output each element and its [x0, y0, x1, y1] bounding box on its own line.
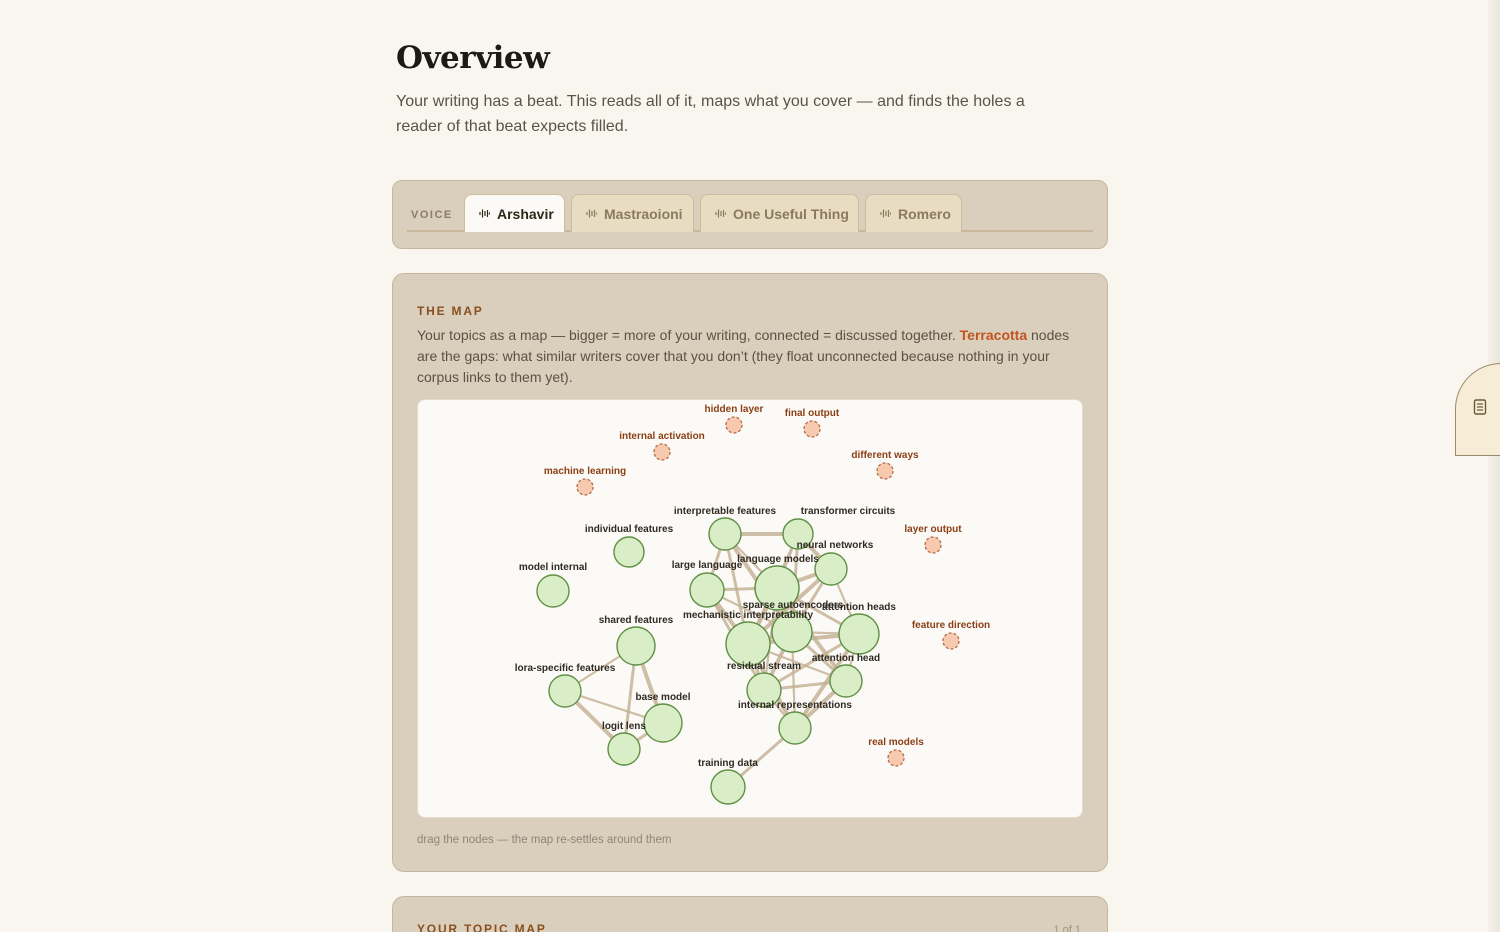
topic-node[interactable]: [839, 614, 879, 654]
gap-node-label: feature direction: [911, 620, 991, 631]
topic-node-label: training data: [697, 758, 759, 769]
topic-node[interactable]: [608, 733, 640, 765]
topic-node[interactable]: [711, 770, 745, 804]
gap-node-label: machine learning: [543, 466, 627, 477]
topic-node-label: residual stream: [727, 661, 801, 672]
tab-label: Mastraoioni: [604, 205, 683, 222]
topic-node[interactable]: [549, 675, 581, 707]
topic-node-label: language models: [737, 554, 819, 565]
tab-one-useful-thing[interactable]: [700, 194, 859, 232]
map-panel: [392, 273, 1108, 872]
topic-node[interactable]: [617, 627, 655, 665]
topic-node[interactable]: [830, 665, 862, 697]
gap-node[interactable]: [577, 479, 593, 495]
topic-node[interactable]: [690, 573, 724, 607]
topic-node-label: base model: [635, 692, 691, 703]
page-title: Overview: [396, 40, 550, 76]
waveform-icon: [880, 208, 891, 219]
topic-node[interactable]: [537, 575, 569, 607]
gap-node-label: internal activation: [619, 431, 705, 442]
page-subtitle: Your writing has a beat. This reads all of it, maps what you cover — and finds the holes a reader of that beat expects filled.: [396, 93, 1025, 135]
topic-node-label: attention heads: [822, 602, 896, 613]
gap-node-label: real models: [868, 737, 924, 748]
topic-node-label: large language: [671, 560, 743, 571]
window-edge: [1488, 0, 1500, 932]
topic-node-label: shared features: [598, 615, 674, 626]
topic-node[interactable]: [614, 537, 644, 567]
tab-label: Arshavir: [497, 205, 554, 222]
tab-label: Romero: [898, 205, 951, 222]
topic-node-label: model internal: [518, 562, 588, 573]
tab-mastraoioni[interactable]: [571, 194, 694, 232]
tab-label: One Useful Thing: [733, 205, 849, 222]
voice-label: VOICE: [411, 209, 453, 221]
gap-node-label: final output: [784, 408, 840, 419]
waveform-icon: [715, 208, 726, 219]
topic-map-count: 1 of 1: [1053, 924, 1081, 932]
topic-node[interactable]: [779, 712, 811, 744]
topic-node-label: attention head: [811, 653, 881, 664]
topic-node[interactable]: [815, 553, 847, 585]
topic-node-label: transformer circuits: [800, 506, 896, 517]
tab-arshavir[interactable]: [464, 194, 565, 232]
voice-selector: [392, 180, 1108, 249]
gap-node[interactable]: [888, 750, 904, 766]
gap-node[interactable]: [877, 463, 893, 479]
gap-node-label: layer output: [904, 524, 962, 535]
topic-node-label: mechanistic interpretability: [682, 610, 814, 621]
gap-node[interactable]: [943, 633, 959, 649]
graph-canvas[interactable]: [418, 400, 1083, 818]
map-description: Your topics as a map — bigger = more of your writing, connected = discussed together. Terracotta nodes are the gaps: what similar writers cover that you don’t (they float unconnected because nothing in your corpus links to them yet).: [417, 327, 1070, 385]
side-panel-toggle[interactable]: [1455, 363, 1500, 456]
topic-map-heading: YOUR TOPIC MAP: [417, 922, 547, 932]
topic-node[interactable]: [644, 704, 682, 742]
document-icon: [1473, 399, 1487, 420]
waveform-icon: [586, 208, 597, 219]
gap-node[interactable]: [654, 444, 670, 460]
topic-node-label: individual features: [584, 524, 674, 535]
map-heading: THE MAP: [417, 304, 484, 318]
topic-node-label: internal representations: [738, 700, 852, 711]
tab-romero[interactable]: [865, 194, 962, 232]
topic-node-label: sparse autoencoders: [742, 600, 844, 611]
topic-node-label: logit lens: [602, 721, 646, 732]
topic-node[interactable]: [726, 622, 770, 666]
gap-node[interactable]: [804, 421, 820, 437]
terracotta-highlight: Terracotta: [959, 327, 1028, 343]
gap-node-label: hidden layer: [704, 404, 764, 415]
gap-node-label: different ways: [851, 450, 919, 461]
topic-graph[interactable]: [417, 399, 1083, 818]
gap-node[interactable]: [925, 537, 941, 553]
topic-node-label: interpretable features: [673, 506, 777, 517]
waveform-icon: [479, 208, 490, 219]
gap-node[interactable]: [726, 417, 742, 433]
topic-map-panel: [392, 896, 1108, 932]
topic-node[interactable]: [709, 518, 741, 550]
graph-hint: drag the nodes — the map re-settles around them: [417, 834, 672, 846]
topic-node-label: lora-specific features: [514, 663, 616, 674]
topic-node-label: neural networks: [796, 540, 874, 551]
